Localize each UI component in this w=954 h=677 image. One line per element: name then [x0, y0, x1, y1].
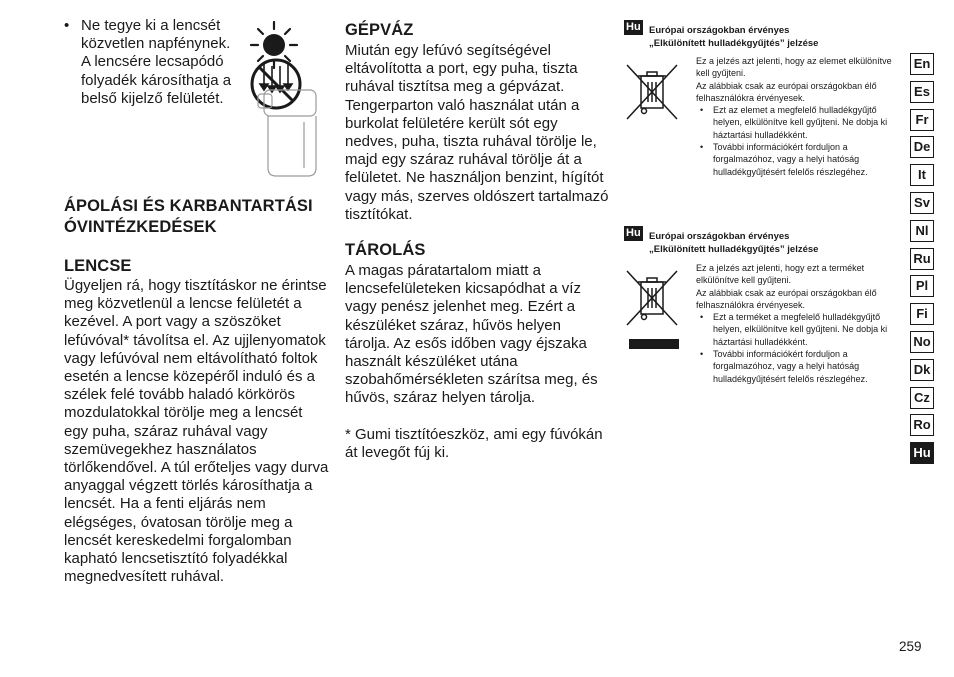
tab-en[interactable]: En — [910, 53, 934, 75]
page-number: 259 — [899, 639, 922, 654]
tab-pl[interactable]: Pl — [910, 275, 934, 297]
eu-disposal-title-line2: „Elkülönített hulladékgyűjtés” jelzése — [649, 243, 819, 255]
disposal-intro-2: Az alábbiak csak az európai országokban élő felhasználókra érvényesek. — [696, 80, 877, 103]
disposal-info-1 — [696, 55, 896, 178]
sunlight-warning-bullet — [64, 17, 239, 108]
tab-cz[interactable]: Cz — [910, 387, 934, 409]
tab-hu[interactable]: Hu — [910, 442, 934, 464]
disposal-info-2 — [696, 262, 896, 385]
list-item-text: Ezt a terméket a megfelelő hulladékgyűjtő helyen, elkülönítve kell gyűjteni. Ne dobja ki háztartási hulladékként. — [713, 312, 888, 347]
crossed-out-wheelie-bin-icon — [624, 268, 680, 328]
tab-dk[interactable]: Dk — [910, 359, 934, 381]
footnote: * Gumi tisztítóeszköz, ami egy fúvókán át levegőt fúj ki. — [345, 426, 603, 462]
list-item-text: Ezt az elemet a megfelelő hulladékgyűjtő helyen, elkülönítve kell gyűjteni. Ne dobja ki háztartási hulladékként. — [713, 105, 888, 140]
list-item-text: További információkért forduljon a forgalmazóhoz, vagy a helyi hatóság hulladékgyűjtésért felelős részlegéhez. — [713, 142, 868, 177]
tab-nl[interactable]: Nl — [910, 220, 934, 242]
lens-heading: LENCSE — [64, 257, 132, 275]
lens-body-text: Ügyeljen rá, hogy tisztításkor ne érintse meg közvetlenül a lencse felületét a kezével. A port vagy a szöszöket lefúvóval* távolítsa el. Az ujjlenyomatok vagy lefúvóval nem eltávolítható foltok esetén a lencse közepéről induló és a szélek felé tovább haladó körkörös mozdulatokkal törölje meg a lencsét egy puha, száraz ruhával vagy szemüvegekhez használatos törlőkendővel. A túl erőteljes vagy durva anyaggal végzett törlés károsíthatja a lencsét. Ha a fenti eljárás nem elégséges, óvatosan törölje meg a lencsét kereskedelmi forgalomban kapható lencsetisztító folyadékkal megnedvesített ruhával. — [64, 277, 329, 586]
eu-disposal-title-line2: „Elkülönített hulladékgyűjtés” jelzése — [649, 37, 819, 49]
eu-disposal-title — [649, 231, 899, 256]
tab-no[interactable]: No — [910, 331, 934, 353]
list-item: • További információkért forduljon a forgalmazóhoz, vagy a helyi hatóság hulladékgyűjtésért felelős részlegéhez. — [700, 349, 868, 384]
care-heading: ÁPOLÁSI ÉS KARBANTARTÁSI ÓVINTÉZKEDÉSEK — [64, 197, 313, 236]
language-badge: Hu — [626, 21, 641, 33]
sunlight-warning-text: Ne tegye ki a lencsét közvetlen napfénynek. A lencsére lecsapódó folyadék károsíthatja a belső kijelző felületét. — [81, 17, 232, 107]
disposal-intro-1: Ez a jelzés azt jelenti, hogy az elemet elkülönítve kell gyűjteni. — [696, 56, 892, 79]
eu-disposal-title — [649, 25, 899, 50]
list-item: • További információkért forduljon a forgalmazóhoz, vagy a helyi hatóság hulladékgyűjtésért felelős részlegéhez. — [700, 142, 868, 177]
tab-it[interactable]: It — [910, 164, 934, 186]
separate-collection-bar — [629, 339, 679, 349]
crossed-out-wheelie-bin-icon — [624, 62, 680, 122]
tab-sv[interactable]: Sv — [910, 192, 934, 214]
tab-ro[interactable]: Ro — [910, 414, 934, 436]
storage-text: A magas páratartalom miatt a lencsefelületeken kicsapódhat a víz vagy penész jelenhet meg. Ezért a készüléket száraz, hűvös helyen tárolja. Az esős időben vagy éjszaka használt készüléket utána szobahőmérsékleten szárítsa meg, és hűvös, száraz helyen tárolja. — [345, 262, 598, 407]
tab-es[interactable]: Es — [910, 81, 934, 103]
language-badge: Hu — [626, 227, 641, 239]
list-item-text: További információkért forduljon a forgalmazóhoz, vagy a helyi hatóság hulladékgyűjtésért felelős részlegéhez. — [713, 349, 868, 384]
body-heading: GÉPVÁZ — [345, 21, 414, 39]
eu-disposal-title-line1: Európai országokban érvényes — [649, 231, 790, 242]
eu-disposal-title-line1: Európai országokban érvényes — [649, 25, 790, 36]
tab-fi[interactable]: Fi — [910, 303, 934, 325]
bullet-dot: • — [64, 17, 70, 34]
language-tabs — [910, 53, 936, 470]
storage-heading: TÁROLÁS — [345, 241, 426, 259]
tab-de[interactable]: De — [910, 136, 934, 158]
list-item: • Ezt a terméket a megfelelő hulladékgyűjtő helyen, elkülönítve kell gyűjteni. Ne dobja ki háztartási hulladékként. — [700, 312, 888, 347]
disposal-intro-1: Ez a jelzés azt jelenti, hogy ezt a terméket elkülönítve kell gyűjteni. — [696, 263, 865, 286]
tab-fr[interactable]: Fr — [910, 109, 934, 131]
list-item: • Ezt az elemet a megfelelő hulladékgyűjtő helyen, elkülönítve kell gyűjteni. Ne dobja ki háztartási hulladékként. — [700, 105, 888, 140]
disposal-intro-2: Az alábbiak csak az európai országokban élő felhasználókra érvényesek. — [696, 287, 877, 310]
sun-warning-icon — [238, 18, 328, 188]
tab-ru[interactable]: Ru — [910, 248, 934, 270]
body-care-text: Miután egy lefúvó segítségével eltávolította a port, egy puha, tiszta ruhával tisztítsa meg a gépvázat. Tengerparton való használat után a burkolat felületére került sót egy nedves, puha, tiszta ruhával törölje le, majd egy száraz ruhával törölje át a felületet. Ne használjon benzint, hígítót vagy más, szerves oldószert tartalmazó tisztítókat. — [345, 42, 609, 223]
